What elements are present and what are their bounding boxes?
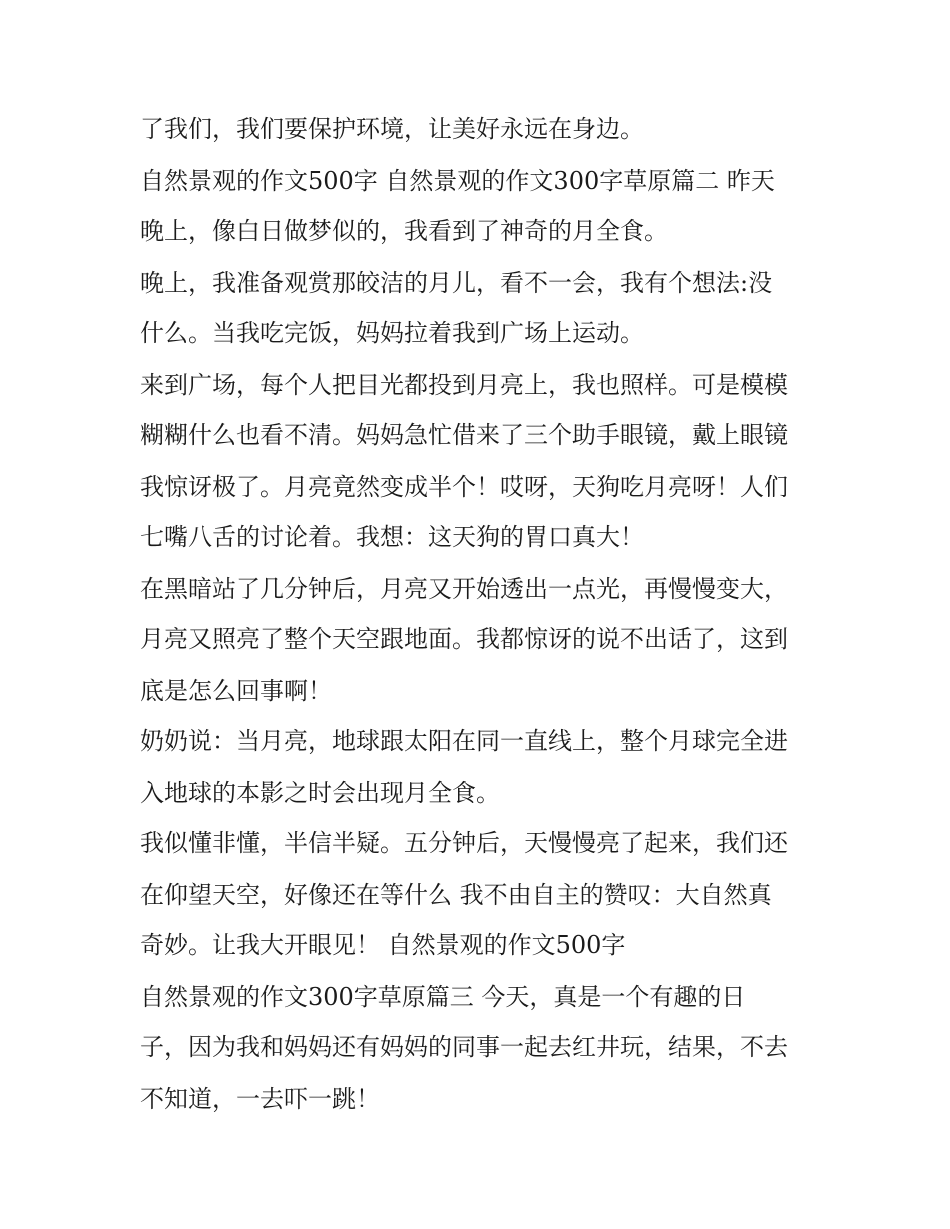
text-line: 七嘴八舌的讨论着。我想：这天狗的胃口真大！ [140, 523, 644, 551]
text-line: 子，因为我和妈妈还有妈妈的同事一起去红井玩，结果，不去 [140, 1033, 788, 1061]
text-line: 自然景观的作文500字 自然景观的作文300字草原篇二 昨天 [140, 167, 775, 195]
text-line: 我似懂非懂，半信半疑。五分钟后，天慢慢亮了起来，我们还 [140, 829, 788, 857]
text-line: 在仰望天空，好像还在等什么 我不由自主的赞叹：大自然真 [140, 881, 772, 909]
text-line: 了我们，我们要保护环境，让美好永远在身边。 [140, 115, 644, 143]
text-line: 奶奶说：当月亮，地球跟太阳在同一直线上，整个月球完全进 [140, 727, 788, 755]
text-line: 来到广场，每个人把目光都投到月亮上，我也照样。可是模模 [140, 371, 788, 399]
text-line: 不知道，一去吓一跳！ [140, 1085, 380, 1113]
text-line: 什么。当我吃完饭，妈妈拉着我到广场上运动。 [140, 319, 644, 347]
text-line: 我惊讶极了。月亮竟然变成半个！哎呀，天狗吃月亮呀！人们 [140, 473, 788, 501]
text-line: 入地球的本影之时会出现月全食。 [140, 779, 500, 807]
text-line: 奇妙。让我大开眼见！ 自然景观的作文500字 [140, 931, 626, 959]
text-line: 晚上，我准备观赏那皎洁的月儿，看不一会，我有个想法:没 [140, 269, 773, 297]
text-line: 底是怎么回事啊！ [140, 677, 332, 705]
text-line: 月亮又照亮了整个天空跟地面。我都惊讶的说不出话了，这到 [140, 625, 788, 653]
text-line: 糊糊什么也看不清。妈妈急忙借来了三个助手眼镜，戴上眼镜 [140, 421, 788, 449]
text-line: 晚上，像白日做梦似的，我看到了神奇的月全食。 [140, 217, 668, 245]
text-line: 自然景观的作文300字草原篇三 今天，真是一个有趣的日 [140, 983, 746, 1011]
text-line: 在黑暗站了几分钟后，月亮又开始透出一点光，再慢慢变大， [140, 575, 788, 603]
